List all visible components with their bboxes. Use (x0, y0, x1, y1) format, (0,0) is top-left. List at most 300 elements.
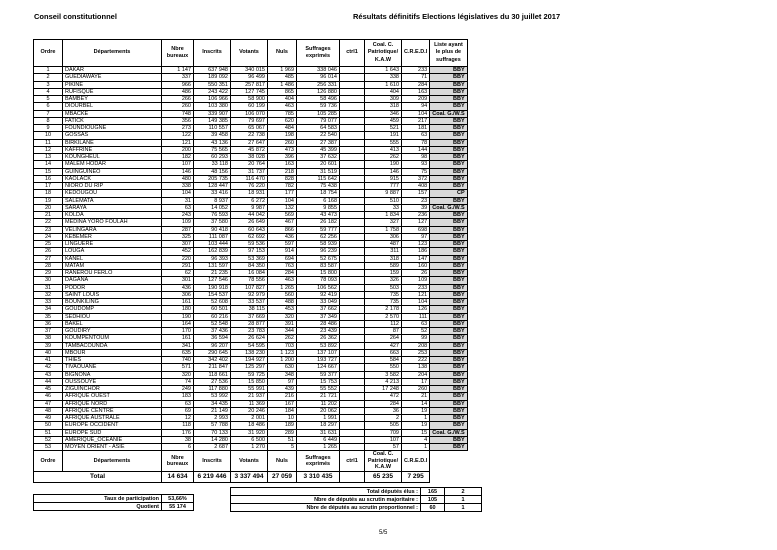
row-credi: 19 (402, 407, 430, 414)
row-credi: 260 (402, 386, 430, 393)
table-row (34, 422, 468, 429)
row-ctrl (340, 248, 365, 255)
row-coal: 338 (365, 74, 402, 81)
col-ctrl: ctrl1 (340, 451, 365, 472)
col-credi: C.R.E.D.I (402, 451, 430, 472)
row-suffrages: 59 777 (297, 226, 340, 233)
row-departement: PODOR (63, 284, 162, 291)
row-ordre: 32 (34, 291, 63, 298)
total-nuls: 27 059 (268, 471, 297, 482)
row-ordre: 17 (34, 183, 63, 190)
row-inscrits: 211 847 (194, 364, 231, 371)
row-credi: 99 (402, 335, 430, 342)
row-suffrages: 18 754 (297, 190, 340, 197)
row-ctrl (340, 262, 365, 269)
row-suffrages: 1 991 (297, 415, 340, 422)
table-row (34, 270, 468, 277)
row-inscrits: 14 052 (194, 204, 231, 211)
row-credi: 208 (402, 342, 430, 349)
row-suffrages: 43 473 (297, 212, 340, 219)
row-nuls: 167 (268, 400, 297, 407)
row-nuls: 348 (268, 371, 297, 378)
row-nuls: 396 (268, 154, 297, 161)
col-inscrits: Inscrits (194, 451, 231, 472)
row-ctrl (340, 415, 365, 422)
row-departement: FOUNDIOUGNE (63, 125, 162, 132)
row-bureaux: 122 (162, 132, 194, 139)
results-table (33, 39, 468, 483)
row-nuls: 473 (268, 146, 297, 153)
row-liste: BBY (430, 328, 467, 335)
row-liste: BBY (430, 320, 467, 327)
row-bureaux: 118 (162, 422, 194, 429)
table-row (34, 277, 468, 284)
row-bureaux: 63 (162, 400, 194, 407)
row-departement: LOUGA (63, 248, 162, 255)
row-inscrits: 36 594 (194, 335, 231, 342)
row-coal: 191 (365, 132, 402, 139)
row-coal: 3 582 (365, 371, 402, 378)
row-departement: MBOUR (63, 349, 162, 356)
row-liste: BBY (430, 161, 467, 168)
row-departement: MALEM HODAR (63, 161, 162, 168)
row-votants: 20 764 (231, 161, 268, 168)
row-liste: BBY (430, 125, 467, 132)
row-suffrages: 6 168 (297, 197, 340, 204)
row-liste: BBY (430, 422, 467, 429)
row-ordre: 43 (34, 371, 63, 378)
deputes-value: 165 (421, 488, 445, 496)
row-nuls: 828 (268, 175, 297, 182)
row-nuls: 177 (268, 190, 297, 197)
row-credi: 147 (402, 255, 430, 262)
row-inscrits: 39 458 (194, 132, 231, 139)
row-suffrages: 23 439 (297, 328, 340, 335)
row-departement: KAOLACK (63, 175, 162, 182)
row-nuls: 463 (268, 277, 297, 284)
row-departement: TIVAOUANE (63, 364, 162, 371)
row-suffrages: 15 753 (297, 378, 340, 385)
table-row (34, 146, 468, 153)
row-nuls: 404 (268, 96, 297, 103)
row-liste: BBY (430, 96, 467, 103)
row-ordre: 18 (34, 190, 63, 197)
row-departement: DAKAR (63, 67, 162, 74)
row-coal: 190 (365, 161, 402, 168)
deputes-value: 2 (445, 488, 482, 496)
row-votants: 9 987 (231, 204, 268, 211)
table-row (34, 233, 468, 240)
row-departement: DIOURBEL (63, 103, 162, 110)
row-ctrl (340, 67, 365, 74)
row-votants: 15 850 (231, 378, 268, 385)
row-votants: 6 500 (231, 436, 268, 443)
col-bureaux: Nbre bureaux (162, 451, 194, 472)
row-suffrages: 37 632 (297, 154, 340, 161)
row-coal: 306 (365, 233, 402, 240)
row-departement: NIORO DU RIP (63, 183, 162, 190)
row-bureaux: 452 (162, 248, 194, 255)
row-suffrages: 126 880 (297, 88, 340, 95)
row-nuls: 1 123 (268, 349, 297, 356)
row-credi: 19 (402, 422, 430, 429)
row-bureaux: 338 (162, 183, 194, 190)
row-ordre: 23 (34, 226, 63, 233)
row-coal: 550 (365, 364, 402, 371)
row-liste: BBY (430, 378, 467, 385)
row-ordre: 20 (34, 204, 63, 211)
row-ctrl (340, 241, 365, 248)
row-credi: 94 (402, 103, 430, 110)
row-ordre: 19 (34, 197, 63, 204)
col-departements: Départements (63, 451, 162, 472)
row-credi: 52 (402, 328, 430, 335)
row-departement: BIGNONA (63, 371, 162, 378)
table-row (34, 132, 468, 139)
table-row (34, 262, 468, 269)
table-row (34, 81, 468, 88)
row-votants: 45 872 (231, 146, 268, 153)
row-credi: 217 (402, 117, 430, 124)
row-credi: 284 (402, 81, 430, 88)
row-liste: BBY (430, 226, 467, 233)
row-ctrl (340, 183, 365, 190)
row-liste: BBY (430, 277, 467, 284)
row-coal: 589 (365, 262, 402, 269)
table-row (34, 219, 468, 226)
row-votants: 53 369 (231, 255, 268, 262)
row-inscrits: 90 418 (194, 226, 231, 233)
row-ordre: 28 (34, 262, 63, 269)
table-row (34, 212, 468, 219)
row-ordre: 46 (34, 393, 63, 400)
deputes-label: Nbre de députés au scrutin majoritaire : (231, 496, 421, 504)
row-suffrages: 137 107 (297, 349, 340, 356)
row-suffrages: 55 552 (297, 386, 340, 393)
row-ordre: 52 (34, 436, 63, 443)
row-nuls: 785 (268, 110, 297, 117)
row-ctrl (340, 212, 365, 219)
col-liste: Liste ayant le plus de suffrages (430, 40, 467, 67)
row-inscrits: 96 207 (194, 342, 231, 349)
row-coal: 584 (365, 357, 402, 364)
row-suffrages: 26 362 (297, 335, 340, 342)
row-suffrages: 193 727 (297, 357, 340, 364)
row-ctrl (340, 422, 365, 429)
results-body (34, 67, 468, 451)
table-row (34, 139, 468, 146)
row-departement: KOUMPENTOUM (63, 335, 162, 342)
row-credi: 144 (402, 146, 430, 153)
row-bureaux: 190 (162, 313, 194, 320)
row-credi: 14 (402, 400, 430, 407)
row-ctrl (340, 197, 365, 204)
row-ordre: 50 (34, 422, 63, 429)
row-ctrl (340, 444, 365, 451)
row-votants: 27 647 (231, 139, 268, 146)
row-ordre: 44 (34, 378, 63, 385)
row-ctrl (340, 81, 365, 88)
row-ctrl (340, 255, 365, 262)
row-credi: 157 (402, 190, 430, 197)
row-departement: BAMBEY (63, 96, 162, 103)
row-inscrits: 106 966 (194, 96, 231, 103)
row-inscrits: 110 557 (194, 125, 231, 132)
row-ordre: 27 (34, 255, 63, 262)
row-nuls: 289 (268, 429, 297, 436)
row-votants: 78 556 (231, 277, 268, 284)
row-bureaux: 6 (162, 444, 194, 451)
empty-cell (430, 451, 467, 472)
row-credi: 181 (402, 125, 430, 132)
row-departement: KANEL (63, 255, 162, 262)
row-inscrits: 190 918 (194, 284, 231, 291)
row-ordre: 12 (34, 146, 63, 153)
row-departement: RUFISQUE (63, 88, 162, 95)
row-liste: Coal. G./W.S (430, 429, 467, 436)
row-votants: 23 783 (231, 328, 268, 335)
row-coal: 505 (365, 422, 402, 429)
row-suffrages: 22 540 (297, 132, 340, 139)
row-credi: 138 (402, 364, 430, 371)
row-coal: 521 (365, 125, 402, 132)
row-inscrits: 52 548 (194, 320, 231, 327)
row-credi: 93 (402, 161, 430, 168)
table-row (34, 415, 468, 422)
row-suffrages: 26 182 (297, 219, 340, 226)
row-ctrl (340, 386, 365, 393)
table-row (34, 342, 468, 349)
row-liste: BBY (430, 306, 467, 313)
row-credi: 163 (402, 88, 430, 95)
row-ctrl (340, 328, 365, 335)
row-departement: ZIGUINCHOR (63, 386, 162, 393)
institution-title: Conseil constitutionnel (34, 12, 117, 21)
row-suffrages: 1 265 (297, 444, 340, 451)
row-inscrits: 57 788 (194, 422, 231, 429)
row-ordre: 1 (34, 67, 63, 74)
row-liste: BBY (430, 88, 467, 95)
row-ctrl (340, 400, 365, 407)
row-bureaux: 170 (162, 328, 194, 335)
row-coal: 159 (365, 270, 402, 277)
row-suffrages: 15 800 (297, 270, 340, 277)
row-ordre: 37 (34, 328, 63, 335)
row-credi: 1 (402, 444, 430, 451)
row-liste: BBY (430, 291, 467, 298)
row-bureaux: 146 (162, 168, 194, 175)
row-inscrits: 70 133 (194, 429, 231, 436)
deputes-label: Total députés élus : (231, 488, 421, 496)
row-departement: MEDINA YORO FOULAH (63, 219, 162, 226)
row-ctrl (340, 132, 365, 139)
row-liste: BBY (430, 371, 467, 378)
row-inscrits: 2 687 (194, 444, 231, 451)
row-ctrl (340, 407, 365, 414)
row-credi: 126 (402, 306, 430, 313)
row-coal: 404 (365, 88, 402, 95)
row-ordre: 34 (34, 306, 63, 313)
table-row (34, 444, 468, 451)
col-ordre: Ordre (34, 40, 63, 67)
row-credi: 71 (402, 74, 430, 81)
row-inscrits: 43 136 (194, 139, 231, 146)
row-suffrages: 58 496 (297, 96, 340, 103)
row-votants: 107 827 (231, 284, 268, 291)
row-ctrl (340, 146, 365, 153)
row-liste: BBY (430, 81, 467, 88)
row-ordre: 53 (34, 444, 63, 451)
row-credi: 233 (402, 284, 430, 291)
total-votants: 3 337 494 (231, 471, 268, 482)
row-nuls: 560 (268, 291, 297, 298)
row-coal: 1 610 (365, 81, 402, 88)
row-departement: AMERIQUE_OCEANIE (63, 436, 162, 443)
row-inscrits: 342 402 (194, 357, 231, 364)
row-ordre: 42 (34, 364, 63, 371)
table-row (34, 154, 468, 161)
row-liste: BBY (430, 299, 467, 306)
row-coal: 9 887 (365, 190, 402, 197)
row-votants: 37 669 (231, 313, 268, 320)
row-ordre: 14 (34, 161, 63, 168)
row-ordre: 3 (34, 81, 63, 88)
row-bureaux: 220 (162, 255, 194, 262)
row-bureaux: 104 (162, 190, 194, 197)
row-votants: 33 537 (231, 299, 268, 306)
row-ctrl (340, 357, 365, 364)
row-ctrl (340, 154, 365, 161)
row-ordre: 22 (34, 219, 63, 226)
row-votants: 26 649 (231, 219, 268, 226)
row-ctrl (340, 306, 365, 313)
row-liste: BBY (430, 197, 467, 204)
row-nuls: 467 (268, 219, 297, 226)
row-nuls: 184 (268, 407, 297, 414)
row-liste: BBY (430, 241, 467, 248)
col-coal-c: Coal. C. Patriotique/ K.A.W (365, 451, 402, 472)
row-votants: 127 745 (231, 88, 268, 95)
row-suffrages: 115 642 (297, 175, 340, 182)
row-liste: BBY (430, 117, 467, 124)
total-inscrits: 6 219 446 (194, 471, 231, 482)
row-liste: BBY (430, 183, 467, 190)
quotient-label: Quotient (34, 503, 162, 511)
row-departement: AFRIQUE NORD (63, 400, 162, 407)
row-inscrits: 243 422 (194, 88, 231, 95)
row-bureaux: 480 (162, 175, 194, 182)
row-coal: 264 (365, 335, 402, 342)
table-row (34, 320, 468, 327)
row-suffrages: 62 256 (297, 233, 340, 240)
row-bureaux: 266 (162, 96, 194, 103)
row-liste: BBY (430, 393, 467, 400)
row-coal: 318 (365, 255, 402, 262)
row-votants: 62 692 (231, 233, 268, 240)
row-ordre: 33 (34, 299, 63, 306)
row-nuls: 391 (268, 320, 297, 327)
table-row (34, 436, 468, 443)
total-row (34, 471, 468, 482)
quotient-value: 55 174 (162, 503, 194, 511)
row-votants: 138 230 (231, 349, 268, 356)
row-credi: 63 (402, 320, 430, 327)
row-suffrages: 59 377 (297, 371, 340, 378)
row-inscrits: 60 501 (194, 306, 231, 313)
deputes-value: 60 (421, 504, 445, 512)
row-ctrl (340, 74, 365, 81)
row-liste: BBY (430, 139, 467, 146)
row-departement: SALEMATA (63, 197, 162, 204)
row-coal: 112 (365, 320, 402, 327)
table-row (34, 197, 468, 204)
row-suffrages: 28 486 (297, 320, 340, 327)
row-inscrits: 127 546 (194, 277, 231, 284)
table-row (34, 371, 468, 378)
row-coal: 555 (365, 139, 402, 146)
row-nuls: 51 (268, 436, 297, 443)
row-bureaux: 249 (162, 386, 194, 393)
row-liste: BBY (430, 313, 467, 320)
row-credi: 97 (402, 233, 430, 240)
row-ctrl (340, 226, 365, 233)
row-credi: 15 (402, 429, 430, 436)
row-ordre: 38 (34, 335, 63, 342)
row-bureaux: 307 (162, 241, 194, 248)
row-credi: 127 (402, 219, 430, 226)
row-ordre: 2 (34, 74, 63, 81)
row-nuls: 1 265 (268, 284, 297, 291)
row-bureaux: 69 (162, 407, 194, 414)
row-inscrits: 162 839 (194, 248, 231, 255)
row-liste: BBY (430, 349, 467, 356)
table-row (34, 96, 468, 103)
row-departement: AFRIQUE CENTRE (63, 407, 162, 414)
page-number: 5/5 (379, 530, 388, 536)
row-coal: 915 (365, 175, 402, 182)
table-row (34, 299, 468, 306)
row-liste: BBY (430, 270, 467, 277)
row-bureaux: 176 (162, 429, 194, 436)
row-inscrits: 75 565 (194, 146, 231, 153)
row-nuls: 1 969 (268, 67, 297, 74)
row-liste: CP (430, 190, 467, 197)
row-nuls: 198 (268, 132, 297, 139)
row-ordre: 29 (34, 270, 63, 277)
row-bureaux: 243 (162, 212, 194, 219)
row-votants: 65 067 (231, 125, 268, 132)
row-coal: 33 (365, 204, 402, 211)
row-ctrl (340, 342, 365, 349)
row-nuls: 436 (268, 233, 297, 240)
row-votants: 1 270 (231, 444, 268, 451)
row-departement: MBACKE (63, 110, 162, 117)
table-row (34, 291, 468, 298)
row-liste: BBY (430, 74, 467, 81)
row-liste: BBY (430, 219, 467, 226)
col-credi: C.R.E.D.I (402, 40, 430, 67)
row-departement: SEDHIOU (63, 313, 162, 320)
row-credi: 111 (402, 313, 430, 320)
row-inscrits: 154 537 (194, 291, 231, 298)
row-credi: 123 (402, 241, 430, 248)
row-votants: 22 738 (231, 132, 268, 139)
row-bureaux: 183 (162, 393, 194, 400)
row-coal: 311 (365, 248, 402, 255)
row-inscrits: 96 393 (194, 255, 231, 262)
table-row (34, 103, 468, 110)
row-liste: BBY (430, 415, 467, 422)
